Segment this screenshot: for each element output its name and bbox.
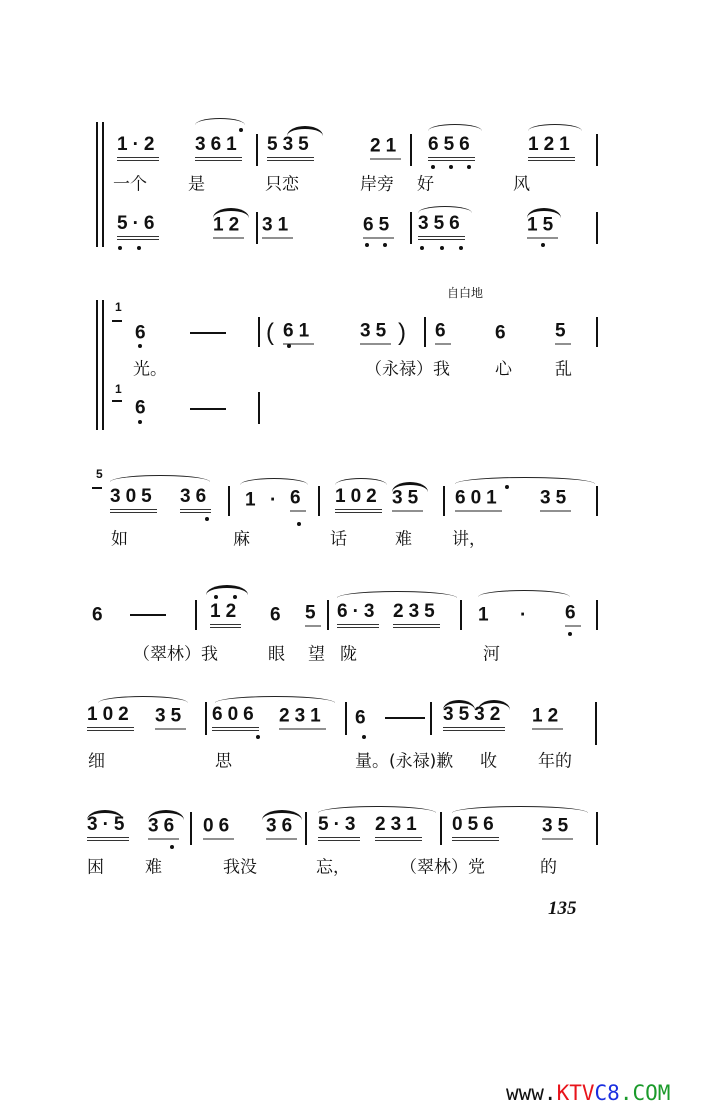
notes-group: 12: [532, 707, 563, 730]
barline: [595, 702, 597, 745]
phrase-slur: [195, 118, 245, 125]
lyric: 我没: [223, 857, 257, 878]
tie-arc: [287, 126, 323, 136]
watermark-ktv: KTV: [556, 1081, 595, 1105]
notes-group: 535: [267, 135, 314, 161]
octave-dot: [214, 595, 218, 599]
system-brace: [102, 300, 104, 430]
barline: [410, 212, 412, 244]
notes-group: 6: [495, 322, 511, 344]
octave-dot: [170, 845, 174, 849]
watermark: [506, 1081, 670, 1105]
lyric: 眼: [268, 644, 285, 665]
lyric: （翠林）我: [133, 644, 218, 665]
notes-group: 1: [478, 604, 494, 626]
barline: [596, 212, 598, 244]
time-fraction: 1: [115, 300, 122, 314]
notes-group: ·: [520, 604, 532, 626]
phrase-slur: [428, 124, 482, 131]
notes-group: 35: [392, 489, 423, 512]
fraction-line: [112, 320, 122, 322]
octave-dot: [137, 246, 141, 250]
lyric: 年的: [538, 751, 572, 772]
octave-dot: [362, 735, 366, 739]
notes-group: 36: [180, 487, 211, 513]
notes-group: 305: [110, 487, 157, 513]
lyric: 心: [495, 359, 512, 380]
lyric: 河: [483, 644, 500, 665]
phrase-slur: [240, 478, 308, 485]
notes-group: 656: [428, 135, 475, 161]
barline: [318, 486, 320, 516]
notes-group: 3532: [443, 705, 505, 731]
barline: [460, 600, 462, 630]
barline: [195, 600, 197, 630]
sustain-dash: [130, 614, 166, 616]
system-brace: [96, 300, 98, 430]
sustain-dash: [190, 332, 226, 334]
octave-dot: [233, 595, 237, 599]
notes-group: 3·5: [87, 815, 129, 841]
barline: [443, 486, 445, 516]
notes-group: 102: [335, 487, 382, 513]
barline: [256, 134, 258, 166]
system-brace: [96, 122, 98, 247]
octave-dot: [420, 246, 424, 250]
notes-group: 35: [155, 707, 186, 730]
notes-group: 5: [555, 322, 571, 345]
phrase-slur: [478, 590, 570, 597]
lyric: 陇: [340, 644, 357, 665]
lyric: 望: [308, 644, 325, 665]
lower_notes-group: 6: [135, 397, 151, 419]
octave-dot: [383, 243, 387, 247]
phrase-slur: [337, 591, 457, 598]
notes-group: 102: [87, 705, 134, 731]
lower_notes-group: 12: [213, 216, 244, 239]
tie-arc: [527, 208, 561, 218]
lyric: 忘，: [316, 857, 350, 878]
paren: (: [266, 319, 279, 346]
fraction-line: [92, 487, 102, 489]
notes-group: 6: [435, 322, 451, 345]
octave-dot: [138, 344, 142, 348]
barline: [205, 702, 207, 735]
lyric: 好: [417, 174, 434, 195]
lyric: 思: [215, 751, 232, 772]
page-number: 135: [548, 898, 577, 919]
lyric: 风: [513, 174, 530, 195]
phrase-slur: [98, 696, 188, 703]
fraction-line: [112, 400, 122, 402]
watermark-c8: C8: [594, 1081, 620, 1105]
notes-group: 5: [305, 604, 321, 627]
lyric: 话: [330, 529, 347, 550]
notes-group: 61: [283, 322, 314, 345]
lyric: 只恋: [265, 174, 299, 195]
phrase-slur: [452, 806, 588, 813]
barline: [258, 392, 260, 424]
barline: [596, 486, 598, 516]
phrase-slur: [418, 206, 472, 213]
tie-arc: [213, 208, 249, 218]
barline: [430, 702, 432, 735]
notes-group: 361: [195, 135, 242, 161]
notes-group: 235: [393, 602, 440, 628]
octave-dot: [440, 246, 444, 250]
octave-dot: [297, 522, 301, 526]
tie-arc: [262, 810, 302, 820]
notes-group: 601: [455, 489, 502, 512]
tie-arc: [87, 810, 123, 820]
octave-dot: [205, 517, 209, 521]
lower_notes-group: 15: [527, 216, 558, 239]
notes-group: 606: [212, 705, 259, 731]
sustain-dash: [385, 717, 425, 719]
notes-group: 5·3: [318, 815, 360, 841]
octave-dot: [568, 632, 572, 636]
tie-arc: [443, 700, 475, 710]
notes-group: 1: [245, 489, 261, 511]
lyric: 光。: [133, 359, 167, 380]
watermark-www: www.: [506, 1081, 557, 1105]
phrase-slur: [215, 696, 335, 703]
barline: [596, 134, 598, 166]
lyric: 的: [540, 857, 557, 878]
notes-group: 35: [540, 489, 571, 512]
time-fraction: 1: [115, 382, 122, 396]
notes-group: 1·2: [117, 135, 159, 161]
notes-group: 6: [355, 707, 371, 729]
lyric: 难: [145, 857, 162, 878]
notes-group: 06: [203, 817, 234, 840]
octave-dot: [365, 243, 369, 247]
direction-text: 自白地: [447, 286, 484, 300]
octave-dot: [138, 420, 142, 424]
phrase-slur: [335, 478, 387, 485]
notes-group: 121: [528, 135, 575, 161]
lyric: （永禄）我: [365, 359, 450, 380]
lyric: 一个: [113, 174, 147, 195]
barline: [327, 600, 329, 630]
notes-group: ·: [270, 489, 282, 511]
notes-group: 6: [290, 489, 306, 512]
lyric: 困: [87, 857, 104, 878]
lyric: 麻: [233, 529, 250, 550]
octave-dot: [239, 128, 243, 132]
barline: [410, 134, 412, 166]
phrase-slur: [318, 806, 436, 813]
octave-dot: [505, 485, 509, 489]
notes-group: 6: [565, 604, 581, 627]
time-fraction: 5: [96, 467, 103, 481]
tie-arc: [206, 585, 248, 595]
tie-arc: [392, 482, 428, 492]
octave-dot: [449, 165, 453, 169]
phrase-slur: [110, 475, 210, 482]
octave-dot: [287, 344, 291, 348]
lyric: 难: [395, 529, 412, 550]
octave-dot: [459, 246, 463, 250]
lyric: 是: [188, 174, 205, 195]
barline: [345, 702, 347, 735]
octave-dot: [467, 165, 471, 169]
notes-group: 6: [135, 322, 151, 344]
barline: [228, 486, 230, 516]
notes-group: 6: [270, 604, 286, 626]
notes-group: 35: [542, 817, 573, 840]
tie-arc: [148, 810, 184, 820]
lower_notes-group: 31: [262, 216, 293, 239]
barline: [305, 812, 307, 845]
octave-dot: [118, 246, 122, 250]
notes-group: 21: [370, 137, 401, 160]
paren: ): [398, 319, 411, 346]
notes-group: 231: [279, 707, 326, 730]
notes-group: 35: [360, 322, 391, 345]
octave-dot: [431, 165, 435, 169]
octave-dot: [256, 735, 260, 739]
notes-group: 36: [266, 817, 297, 840]
lyric: 收: [480, 751, 497, 772]
lyric: 讲，: [452, 529, 486, 550]
barline: [440, 812, 442, 845]
barline: [258, 317, 260, 347]
notes-group: 6: [92, 604, 108, 626]
lyric: （翠林）党: [400, 857, 485, 878]
lyric: 如: [111, 529, 128, 550]
lyric: 细: [88, 751, 105, 772]
phrase-slur: [455, 477, 595, 484]
lower_notes-group: 65: [363, 216, 394, 239]
notes-group: 12: [210, 602, 241, 628]
system-brace: [102, 122, 104, 247]
barline: [256, 212, 258, 244]
notes-group: 6·3: [337, 602, 379, 628]
barline: [596, 600, 598, 630]
lower_notes-group: 356: [418, 214, 465, 240]
barline: [596, 317, 598, 347]
lower_notes-group: 5·6: [117, 214, 159, 240]
lyric: 岸旁: [360, 174, 394, 195]
notes-group: 36: [148, 817, 179, 840]
notes-group: 056: [452, 815, 499, 841]
sustain-dash: [190, 408, 226, 410]
barline: [190, 812, 192, 845]
phrase-slur: [528, 124, 582, 131]
barline: [596, 812, 598, 845]
lyric: 量。(永禄)歉: [355, 751, 454, 772]
watermark-com: .COM: [619, 1081, 671, 1105]
octave-dot: [541, 243, 545, 247]
tie-arc: [478, 700, 510, 710]
notes-group: 231: [375, 815, 422, 841]
barline: [424, 317, 426, 347]
lyric: 乱: [555, 359, 572, 380]
